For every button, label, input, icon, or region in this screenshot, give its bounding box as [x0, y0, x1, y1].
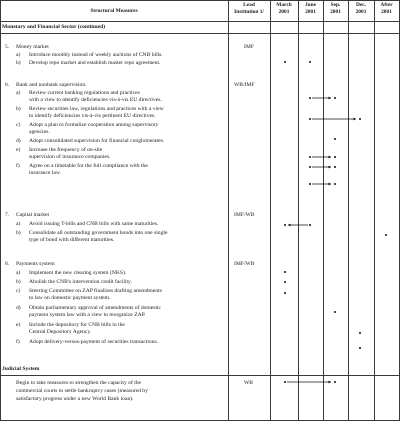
sub-item-label: b) — [16, 230, 21, 236]
sub-item-label: e) — [16, 322, 21, 328]
sub-item-text: Introduce monthly instead of weekly auctions of CNB bills. — [29, 52, 163, 58]
judicial-text: commercial courts to settle bankruptcy cases (measured by — [16, 388, 148, 394]
sub-item-text: to identify deficiencies vis-à-vis pertinent EU directives. — [29, 113, 156, 119]
sub-item-text: Central Depository Agency. — [29, 329, 92, 335]
item-number: 5. — [5, 44, 10, 50]
sub-item-text: Adopt a plan to formalize cooperation among supervisory — [29, 122, 159, 128]
sub-item-text: supervision of insurance companies. — [29, 154, 111, 160]
header-after-line2: 2001 — [381, 9, 392, 15]
section-heading-monetary: Monetary and Financial Sector (continued) — [2, 24, 106, 30]
section-heading-judicial: Judicial System — [2, 366, 40, 372]
sub-item-label: f) — [16, 339, 20, 345]
sub-item-text: Implement the new clearing system (NKS). — [29, 270, 127, 276]
header-june-line2: 2001 — [305, 9, 316, 15]
sub-item-label: d) — [16, 138, 21, 144]
header-sep-line2: 2001 — [330, 9, 341, 15]
sub-item-label: a) — [16, 221, 21, 227]
sub-item-text: with a view to identify deficiencies vis-à-vis EU directives. — [29, 97, 162, 103]
sub-item-text: Abolish the CNB's intervention credit facility. — [29, 279, 132, 285]
sub-item-text: Adopt consolidated supervision for financial conglomerates. — [29, 138, 165, 144]
lead-institution: IMF — [244, 44, 254, 50]
lead-institution: IMF/WB — [234, 261, 255, 267]
lead-institution: WB — [244, 380, 254, 386]
sub-item-label: c) — [16, 122, 21, 128]
sub-item-text: Consolidate all outstanding government bonds into one single — [29, 230, 168, 236]
sub-item-text: to law on domestic payment system. — [29, 295, 111, 301]
header-dec-line1: Dec. — [355, 2, 367, 8]
item-title-payments-system: Payments system — [16, 261, 55, 267]
lead-institution: IMF/WB — [234, 212, 255, 218]
sub-item-text: type of bond with different maturities. — [29, 237, 115, 243]
sub-item-label: c) — [16, 288, 21, 294]
sub-item-label: a) — [16, 90, 21, 96]
sub-item-label: b) — [16, 106, 21, 112]
sub-item-label: a) — [16, 52, 21, 58]
item-title-capital-market: Capital market — [16, 212, 50, 218]
item-title-money-market: Money market — [16, 44, 49, 50]
sub-item-label: d) — [16, 305, 21, 311]
judicial-text: Begin to take measures to strengthen the capacity of the — [16, 380, 142, 386]
sub-item-label: b) — [16, 60, 21, 66]
sub-item-label: f) — [16, 163, 20, 169]
sub-item-text: insurance law. — [29, 170, 61, 176]
lead-institution: WB/IMF — [234, 82, 255, 88]
sub-item-text: Agree on a timetable for the full compliance with the — [29, 163, 148, 169]
judicial-text: satisfactory progress under a new World Bank loan). — [16, 396, 134, 402]
sub-item-text: Adopt delivery-versus-payment of securities transactions. — [29, 339, 159, 345]
sub-item-text: Include the depository for CNB bills in the — [29, 322, 125, 328]
sub-item-text: Avoid issuing T-bills and CNB bills with same maturities. — [29, 221, 159, 227]
item-title-bank-supervision: Bank and nonbank supervision. — [16, 82, 87, 88]
header-dec-line2: 2001 — [355, 9, 367, 15]
header-lead-line2: Institution 1/ — [234, 9, 264, 15]
header-june-line1: June — [304, 2, 317, 8]
sub-item-label: b) — [16, 279, 21, 285]
header-sep-line1: Sep. — [330, 2, 341, 8]
sub-item-label: e) — [16, 147, 21, 153]
sub-item-text: payment system law with a view to reorganize ZAP. — [29, 312, 146, 318]
sub-item-text: Develop repo market and establish master repo agreement. — [29, 60, 161, 66]
item-number: 7. — [5, 212, 10, 218]
header-lead-line1: Lead — [243, 2, 255, 8]
sub-item-label: a) — [16, 270, 21, 276]
sub-item-text: Review current banking regulations and practices — [29, 90, 140, 96]
header-after-line1: After — [380, 2, 393, 8]
item-number: 6. — [5, 82, 10, 88]
sub-item-text: agencies. — [29, 129, 50, 135]
item-number: 8. — [5, 261, 10, 267]
sub-item-text: Review securities law, regulations and practices with a view — [29, 106, 164, 112]
header-structural-measures: Structural Measures — [90, 8, 138, 14]
sub-item-text: Increase the frequency of on-site — [29, 147, 103, 153]
header-march-line2: 2001 — [278, 9, 290, 15]
sub-item-text: Steering Committee on ZAP finalizes drafting amendments — [29, 288, 162, 294]
sub-item-text: Obtain parliamentary approval of amendments of domestic — [29, 305, 162, 311]
header-march-line1: March — [276, 2, 292, 8]
